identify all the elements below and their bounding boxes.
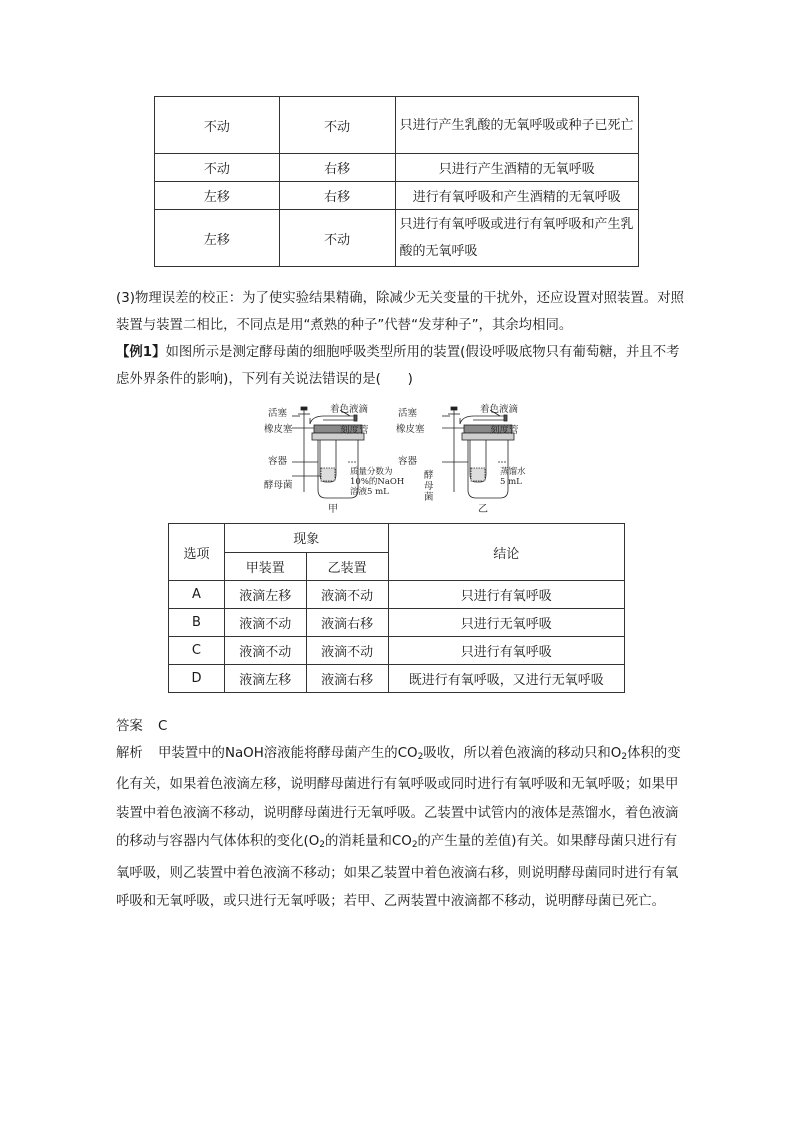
paragraph-error-correction: (3)物理误差的校正：为了使实验结果精确，除减少无关变量的干扰外，还应设置对照装置。对照装置与装置二相比，不同点是用“煮熟的种子”代替“发芽种子”，其余均相同。 (116, 291, 684, 333)
label-huosai: 活塞 (398, 408, 418, 419)
label-tube: 刻度管 (490, 425, 519, 436)
table-cell: 液滴不动 (224, 637, 306, 665)
label-water-2: 5 mL (500, 477, 522, 487)
label-solution-3: 溶液5 mL (350, 487, 389, 497)
apparatus-figure (264, 402, 538, 515)
label-xiangpisai: 橡皮塞 (264, 424, 293, 435)
explanation-text: 体积的变化有关，如果着色液滴左移，说明酵母菌进行有氧呼吸或同时进行有氧呼吸和无氧呼吸；如果甲装置中着色液滴不移动，说明酵母菌进行无氧呼吸。乙装置中试管内的液体是蒸馏水，着色液滴的移动与容器内气体体积的变化(O (116, 746, 681, 850)
subscript: 2 (411, 840, 418, 851)
table-cell: 不动 (155, 97, 280, 154)
options-table (168, 523, 625, 693)
explanation-text: 甲装置中的NaOH溶液能将酵母菌产生的CO (158, 746, 418, 761)
explanation (116, 740, 686, 916)
answer-label: 答案 (116, 719, 143, 734)
explanation-text: 的产生量的差值)有关。如果酵母菌只进行有氧呼吸，则乙装置中着色液滴不移动；如果乙装置中着色液滴右移，则说明酵母菌同时进行有氧呼吸和无氧呼吸，或只进行无氧呼吸；若甲、乙两装置中液滴都不移动，说明酵母菌已死亡。 (116, 834, 679, 910)
table-row (155, 182, 639, 210)
example-question (116, 339, 686, 393)
table-row (155, 97, 639, 154)
explanation-text: 吸收，所以着色液滴的移动只和O (423, 746, 622, 761)
table-cell: 液滴不动 (306, 637, 388, 665)
subscript: 2 (621, 752, 628, 762)
example-tag: 【例1】 (116, 345, 166, 360)
caption-yi: 乙 (478, 504, 488, 515)
result-table-1 (154, 96, 639, 267)
caption-jia: 甲 (328, 504, 338, 515)
label-xiangpisai: 橡皮塞 (396, 424, 425, 435)
label-solution-1: 质量分数为 (350, 467, 393, 477)
table-cell: 只进行有氧呼吸 (388, 581, 624, 609)
table-cell: 右移 (279, 182, 395, 210)
table-cell: 进行有氧呼吸和产生酒精的无氧呼吸 (395, 182, 638, 210)
table-row (169, 637, 625, 665)
label-droplet: 着色液滴 (480, 404, 519, 415)
option-label: B (169, 609, 225, 637)
table-row (169, 581, 625, 609)
table-row (155, 154, 639, 182)
header-yi: 乙装置 (306, 552, 388, 581)
label-solution-2: 10%的NaOH (350, 477, 405, 487)
table-cell: 只进行无氧呼吸 (388, 609, 624, 637)
answer-line (116, 715, 167, 734)
label-huosai: 活塞 (268, 408, 288, 419)
option-label: D (169, 665, 225, 693)
explanation-text: 的消耗量和CO (324, 834, 412, 850)
label-water-1: 蒸馏水 (500, 467, 526, 477)
table-cell: 只进行有氧呼吸 (388, 637, 624, 665)
subscript: 2 (417, 752, 424, 762)
table-cell: 液滴左移 (224, 581, 306, 609)
table-cell: 液滴右移 (306, 665, 388, 693)
explanation-label: 解析 (116, 746, 143, 761)
table-cell: 左移 (155, 210, 280, 267)
label-jiao: 酵 (424, 470, 434, 481)
table-cell: 既进行有氧呼吸，又进行无氧呼吸 (388, 665, 624, 693)
header-phenomenon: 现象 (224, 524, 388, 553)
table-cell: 液滴不动 (306, 581, 388, 609)
header-option: 选项 (169, 524, 225, 581)
label-jiaomujun: 酵母菌 (264, 480, 293, 491)
option-label: A (169, 581, 225, 609)
label-rongqi: 容器 (268, 456, 288, 467)
table-header-row (169, 524, 625, 553)
table-cell: 不动 (279, 97, 395, 154)
label-rongqi: 容器 (398, 456, 418, 467)
example-text: 如图所示是测定酵母菌的细胞呼吸类型所用的装置(假设呼吸底物只有葡萄糖，并且不考虑外界条件的影响)，下列有关说法错误的是( ) (116, 345, 680, 387)
table-cell: 只进行产生乳酸的无氧呼吸或种子已死亡 (395, 97, 638, 154)
header-jia: 甲装置 (224, 552, 306, 581)
table-cell: 左移 (155, 182, 280, 210)
header-conclusion: 结论 (388, 524, 624, 581)
table-cell: 不动 (155, 154, 280, 182)
table-cell: 不动 (279, 210, 395, 267)
label-droplet: 着色液滴 (330, 404, 369, 415)
table-cell: 右移 (279, 154, 395, 182)
table-cell: 只进行有氧呼吸或进行有氧呼吸和产生乳酸的无氧呼吸 (395, 210, 638, 267)
table-row (155, 210, 639, 267)
answer-value: C (158, 719, 168, 734)
table-cell: 液滴左移 (224, 665, 306, 693)
table-cell: 液滴不动 (224, 609, 306, 637)
table-cell: 只进行产生酒精的无氧呼吸 (395, 154, 638, 182)
label-jun: 菌 (424, 492, 434, 503)
table-cell: 液滴右移 (306, 609, 388, 637)
label-tube: 刻度管 (340, 425, 369, 436)
label-mu: 母 (424, 481, 434, 492)
option-label: C (169, 637, 225, 665)
subscript: 2 (319, 840, 325, 851)
table-row (169, 609, 625, 637)
table-row (169, 665, 625, 693)
